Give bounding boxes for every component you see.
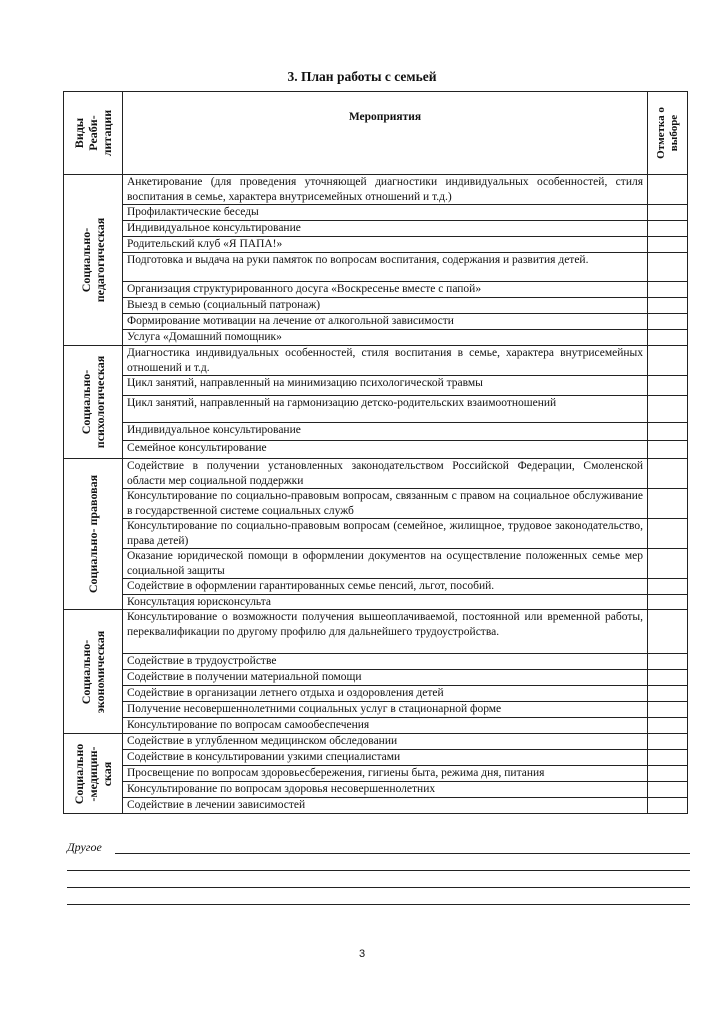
rehab-type-label: Социально- психологическая: [79, 355, 107, 449]
event-item: Цикл занятий, направленный на гармонизацию детско-родительских взаимоотношений: [123, 396, 648, 423]
table-row: [64, 396, 688, 423]
mark-choice-cell[interactable]: [648, 610, 688, 654]
mark-choice-cell[interactable]: [648, 782, 688, 798]
event-item: Содействие в лечении зависимостей: [123, 798, 648, 814]
table-row: [64, 314, 688, 330]
table-header-row: [64, 92, 688, 175]
table-row: [64, 298, 688, 314]
rehab-type-cell: [64, 459, 123, 610]
mark-choice-cell[interactable]: [648, 766, 688, 782]
mark-choice-cell[interactable]: [648, 376, 688, 396]
page-number: 3: [358, 948, 366, 960]
event-item: Консультация юрисконсульта: [123, 594, 648, 610]
event-item: Формирование мотивации на лечение от алкогольной зависимости: [123, 314, 648, 330]
table-row: [64, 459, 688, 489]
event-item: Организация структурированного досуга «Воскресенье вместе с папой»: [123, 282, 648, 298]
table-row: [64, 346, 688, 376]
rehab-type-label: Социально- экономическая: [79, 630, 107, 713]
table-row: [64, 423, 688, 441]
header-mark-choice: [648, 92, 688, 175]
event-item: Цикл занятий, направленный на минимизацию психологической травмы: [123, 376, 648, 396]
rehab-type-label: Социально- правовая: [86, 474, 100, 594]
event-item: Индивидуальное консультирование: [123, 423, 648, 441]
mark-choice-cell[interactable]: [648, 459, 688, 489]
table-row: [64, 441, 688, 459]
event-item: Консультирование о возможности получения вышеоплачиваемой, постоянной или временной работы, переквалификации по другому профилю для дальнейшего трудоустройства.: [123, 610, 648, 654]
table-row: [64, 489, 688, 519]
other-line-4: [67, 904, 690, 905]
header-rehab-type-label: Виды Реаби- литации: [72, 109, 114, 157]
mark-choice-cell[interactable]: [648, 670, 688, 686]
table-row: [64, 702, 688, 718]
event-item: Диагностика индивидуальных особенностей, стиля воспитания в семье, характера внутрисемейных отношений и т.д.: [123, 346, 648, 376]
header-mark-choice-label: Отметка о выборе: [654, 107, 680, 159]
event-item: Содействие в получении материальной помощи: [123, 670, 648, 686]
other-line-3: [67, 887, 690, 888]
table-row: [64, 718, 688, 734]
table-row: [64, 376, 688, 396]
event-item: Содействие в углубленном медицинском обследовании: [123, 734, 648, 750]
event-item: Содействие в организации летнего отдыха и оздоровления детей: [123, 686, 648, 702]
other-line-1: [115, 853, 690, 854]
header-events: Мероприятия: [123, 92, 648, 175]
mark-choice-cell[interactable]: [648, 519, 688, 549]
table-row: [64, 734, 688, 750]
mark-choice-cell[interactable]: [648, 579, 688, 595]
event-item: Профилактические беседы: [123, 205, 648, 221]
table-row: [64, 750, 688, 766]
table-row: [64, 205, 688, 221]
table-row: [64, 798, 688, 814]
event-item: Выезд в семью (социальный патронаж): [123, 298, 648, 314]
mark-choice-cell[interactable]: [648, 396, 688, 423]
event-item: Содействие в получении установленных законодательством Российской Федерации, Смоленской области мер социальной поддержки: [123, 459, 648, 489]
table-row: [64, 610, 688, 654]
mark-choice-cell[interactable]: [648, 441, 688, 459]
table-body: [64, 175, 688, 814]
mark-choice-cell[interactable]: [648, 330, 688, 346]
rehab-type-cell: [64, 734, 123, 814]
table-row: [64, 549, 688, 579]
rehab-type-label: Социально -медицин- ская: [72, 743, 114, 804]
event-item: Просвещение по вопросам здоровьесбережения, гигиены быта, режима дня, питания: [123, 766, 648, 782]
rehab-type-cell: [64, 346, 123, 459]
table-row: [64, 670, 688, 686]
table-row: [64, 253, 688, 282]
mark-choice-cell[interactable]: [648, 750, 688, 766]
table-row: [64, 221, 688, 237]
other-label: Другое: [67, 840, 102, 854]
event-item: Подготовка и выдача на руки памяток по вопросам воспитания, содержания и развития детей.: [123, 253, 648, 282]
mark-choice-cell[interactable]: [648, 298, 688, 314]
table-row: [64, 282, 688, 298]
table-row: [64, 175, 688, 205]
mark-choice-cell[interactable]: [648, 237, 688, 253]
family-work-plan-table: [63, 91, 688, 814]
event-item: Содействие в консультировании узкими специалистами: [123, 750, 648, 766]
mark-choice-cell[interactable]: [648, 798, 688, 814]
event-item: Получение несовершеннолетними социальных услуг в стационарной форме: [123, 702, 648, 718]
mark-choice-cell[interactable]: [648, 423, 688, 441]
event-item: Семейное консультирование: [123, 441, 648, 459]
event-item: Консультирование по социально-правовым вопросам (семейное, жилищное, трудовое законодательство, права детей): [123, 519, 648, 549]
table-row: [64, 237, 688, 253]
other-line-2: [67, 870, 690, 871]
mark-choice-cell[interactable]: [648, 686, 688, 702]
event-item: Анкетирование (для проведения уточняющей диагностики индивидуальных особенностей, стиля воспитания в семье, характера внутрисемейных отношений и т.д.): [123, 175, 648, 205]
event-item: Консультирование по социально-правовым вопросам, связанным с правом на социальное обслуживание в государственной системе социальных служб: [123, 489, 648, 519]
event-item: Содействие в оформлении гарантированных семье пенсий, льгот, пособий.: [123, 579, 648, 595]
mark-choice-cell[interactable]: [648, 489, 688, 519]
table-row: [64, 782, 688, 798]
page-title: 3. План работы с семьей: [287, 69, 437, 84]
table-row: [64, 519, 688, 549]
mark-choice-cell[interactable]: [648, 594, 688, 610]
table-row: [64, 330, 688, 346]
mark-choice-cell[interactable]: [648, 734, 688, 750]
mark-choice-cell[interactable]: [648, 549, 688, 579]
table-row: [64, 686, 688, 702]
mark-choice-cell[interactable]: [648, 221, 688, 237]
mark-choice-cell[interactable]: [648, 282, 688, 298]
table-row: [64, 579, 688, 595]
table-row: [64, 766, 688, 782]
event-item: Оказание юридической помощи в оформлении документов на осуществление положенных семье мер социальной защиты: [123, 549, 648, 579]
event-item: Консультирование по вопросам здоровья несовершеннолетних: [123, 782, 648, 798]
mark-choice-cell[interactable]: [648, 175, 688, 205]
event-item: Индивидуальное консультирование: [123, 221, 648, 237]
event-item: Родительский клуб «Я ПАПА!»: [123, 237, 648, 253]
mark-choice-cell[interactable]: [648, 718, 688, 734]
mark-choice-cell[interactable]: [648, 314, 688, 330]
rehab-type-cell: [64, 175, 123, 346]
mark-choice-cell[interactable]: [648, 702, 688, 718]
event-item: Содействие в трудоустройстве: [123, 654, 648, 670]
mark-choice-cell[interactable]: [648, 205, 688, 221]
table-row: [64, 594, 688, 610]
table-row: [64, 654, 688, 670]
mark-choice-cell[interactable]: [648, 253, 688, 282]
rehab-type-cell: [64, 610, 123, 734]
event-item: Консультирование по вопросам самообеспечения: [123, 718, 648, 734]
mark-choice-cell[interactable]: [648, 346, 688, 376]
rehab-type-label: Социально- педагогическая: [79, 217, 107, 303]
event-item: Услуга «Домашний помощник»: [123, 330, 648, 346]
header-rehab-type: [64, 92, 123, 175]
mark-choice-cell[interactable]: [648, 654, 688, 670]
